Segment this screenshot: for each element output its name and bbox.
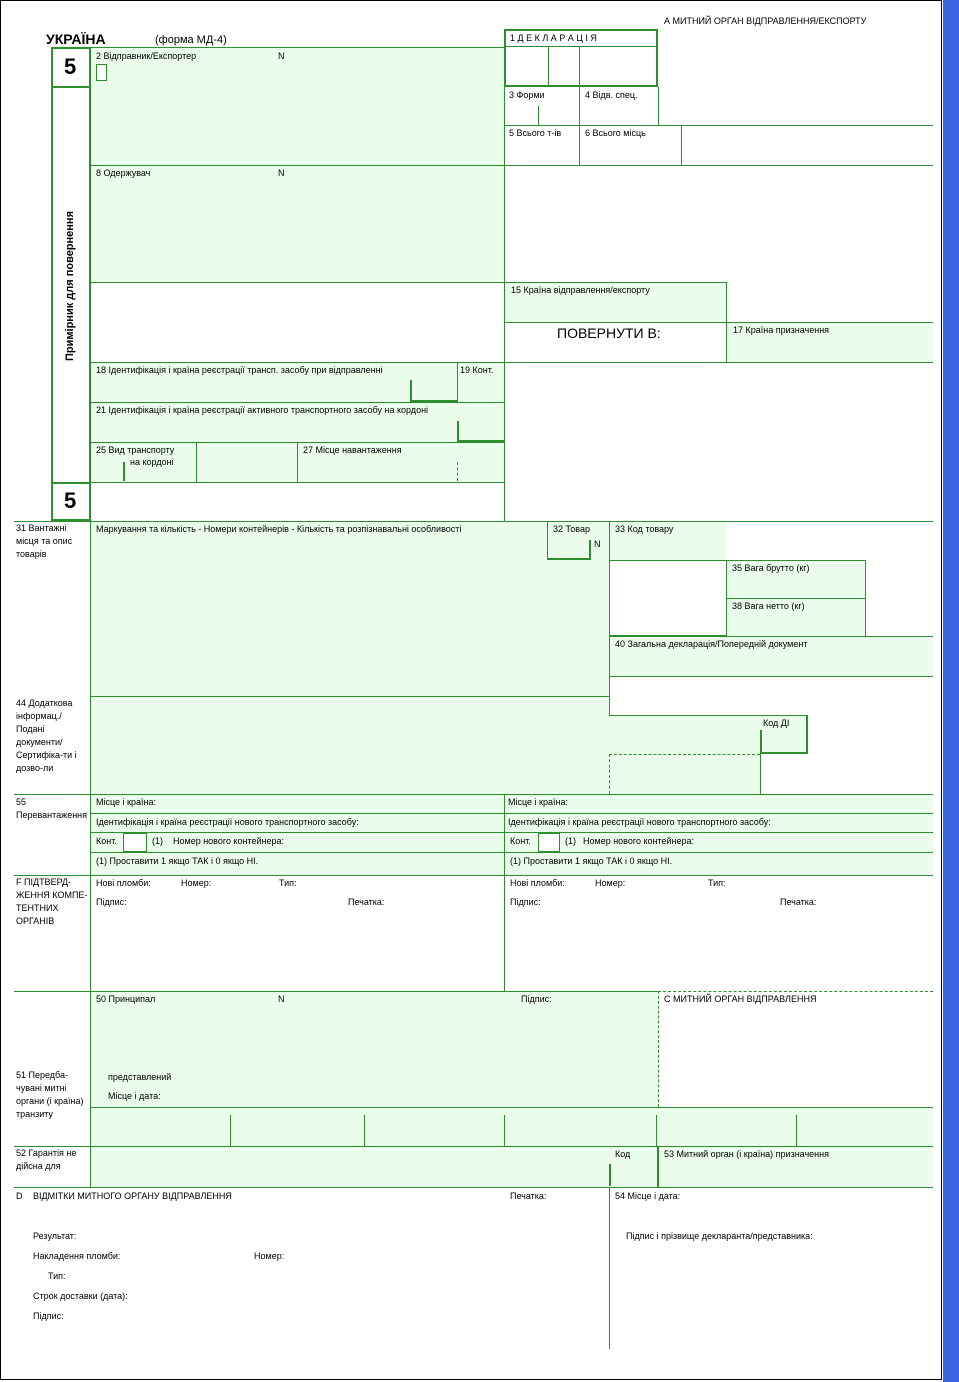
line bbox=[91, 832, 933, 833]
line bbox=[91, 282, 727, 283]
box-2-label: 2 Відправник/Експортер bbox=[96, 51, 197, 61]
place-date-label: Місце і дата: bbox=[108, 1091, 161, 1101]
box-50-sign: Підпис: bbox=[521, 994, 552, 1004]
box-40-label: 40 Загальна декларація/Попередній документ bbox=[615, 639, 808, 649]
line bbox=[91, 402, 504, 403]
box-15-label: 15 Країна відправлення/експорту bbox=[511, 285, 650, 295]
line bbox=[609, 676, 933, 677]
line bbox=[658, 991, 659, 1107]
box-55-side-label: 55 Перевантаження bbox=[16, 797, 88, 820]
sign-left: Підпис: bbox=[96, 897, 127, 907]
box-52-area[interactable] bbox=[91, 1147, 658, 1187]
d-type-label: Тип: bbox=[48, 1271, 66, 1281]
line bbox=[91, 362, 933, 363]
box-50-n: N bbox=[278, 994, 285, 1004]
line bbox=[609, 715, 808, 716]
line bbox=[364, 1115, 365, 1146]
kont-right-input[interactable] bbox=[538, 833, 560, 852]
box-2-checkbox[interactable] bbox=[96, 64, 107, 81]
box-8-n: N bbox=[278, 168, 285, 178]
box-c-label: С МИТНИЙ ОРГАН ВІДПРАВЛЕННЯ bbox=[664, 994, 817, 1004]
line bbox=[196, 442, 197, 482]
line bbox=[538, 106, 539, 125]
box-d-title: ВІДМІТКИ МИТНОГО ОРГАНУ ВІДПРАВЛЕННЯ bbox=[33, 1191, 232, 1201]
line bbox=[760, 754, 761, 794]
kod-label: Код bbox=[615, 1149, 631, 1159]
box-44-low-area[interactable] bbox=[609, 754, 760, 794]
line bbox=[865, 560, 866, 636]
ident-new-right: Ідентифікація і країна реєстрації нового транспортного засобу: bbox=[508, 817, 771, 827]
note-right: (1) Проставити 1 якщо ТАК і 0 якщо НІ. bbox=[510, 856, 673, 866]
box-51-area[interactable] bbox=[91, 1108, 933, 1146]
box-27-label: 27 Місце навантаження bbox=[303, 445, 402, 455]
box-d-stamp: Печатка: bbox=[510, 1191, 547, 1201]
box-18-label: 18 Ідентифікація і країна реєстрації трансп. засобу при відправленні bbox=[96, 365, 383, 375]
number-right: Номер: bbox=[595, 878, 626, 888]
type-right: Тип: bbox=[708, 878, 726, 888]
new-seals-right: Нові пломби: bbox=[510, 878, 565, 888]
line bbox=[457, 362, 458, 402]
line bbox=[457, 421, 459, 441]
line bbox=[504, 87, 505, 522]
line bbox=[90, 521, 91, 1187]
copy-number: 5 bbox=[64, 54, 77, 79]
kont-left: Конт. bbox=[96, 836, 117, 846]
right-band-line bbox=[89, 88, 91, 482]
box-44-area[interactable] bbox=[91, 696, 609, 794]
line bbox=[14, 875, 933, 876]
represented-label: представлений bbox=[108, 1072, 172, 1082]
right-scroll-bar[interactable] bbox=[943, 0, 959, 1382]
box-53-label: 53 Митний орган (і країна) призначення bbox=[664, 1149, 829, 1159]
kod-di-label: Код ДІ bbox=[763, 718, 790, 728]
box-54-label: 54 Місце і дата: bbox=[615, 1191, 681, 1201]
box-21-label: 21 Ідентифікація і країна реєстрації активного транспортного засобу на кордоні bbox=[96, 405, 429, 415]
line bbox=[91, 852, 933, 853]
new-container-left: Номер нового контейнера: bbox=[173, 836, 285, 846]
d-sign-label: Підпис: bbox=[33, 1311, 64, 1321]
number-left: Номер: bbox=[181, 878, 212, 888]
box-38-label: 38 Вага нетто (кг) bbox=[732, 601, 805, 611]
box-31-label: Маркування та кількість - Номери контейнерів - Кількість та розпізнавальні особливості bbox=[96, 524, 462, 534]
line bbox=[14, 521, 933, 522]
box-a-label: А МИТНИЙ ОРГАН ВІДПРАВЛЕННЯ/ЕКСПОРТУ bbox=[664, 16, 867, 26]
sign-right: Підпис: bbox=[510, 897, 541, 907]
line bbox=[410, 380, 412, 401]
copy-number-bottom: 5 bbox=[64, 488, 77, 513]
line bbox=[658, 991, 933, 992]
place-country-left: Місце і країна: bbox=[96, 797, 156, 807]
line bbox=[796, 1115, 797, 1146]
line bbox=[91, 696, 609, 697]
box-35-label: 35 Вага брутто (кг) bbox=[732, 563, 810, 573]
vertical-label: Примірник для повернення bbox=[64, 211, 76, 361]
new-container-right: Номер нового контейнера: bbox=[583, 836, 695, 846]
box-51-side-label: 51 Передба-чувані митні органи (і країна) транзиту bbox=[16, 1070, 84, 1119]
form-name: (форма МД-4) bbox=[155, 34, 227, 46]
delivery-term-label: Строк доставки (дата): bbox=[33, 1291, 128, 1301]
line bbox=[91, 813, 933, 814]
declarant-sign-label: Підпис і прізвище декларанта/представника: bbox=[626, 1231, 813, 1241]
box-8-area[interactable] bbox=[91, 166, 504, 282]
line bbox=[505, 322, 933, 323]
line bbox=[91, 47, 504, 48]
line bbox=[609, 1164, 611, 1186]
line bbox=[609, 754, 760, 755]
line bbox=[91, 1107, 933, 1108]
box-2-area[interactable] bbox=[91, 48, 504, 165]
line bbox=[297, 442, 298, 482]
line bbox=[657, 1146, 659, 1187]
box-31-area[interactable] bbox=[91, 522, 609, 696]
line bbox=[548, 46, 549, 86]
box-44-side-label: 44 Додаткова інформац./ Подані документи/ Сертифіка-ти і дозво-ли bbox=[16, 698, 77, 773]
ident-new-left: Ідентифікація і країна реєстрації нового транспортного засобу: bbox=[96, 817, 359, 827]
line bbox=[609, 1187, 610, 1349]
line bbox=[505, 125, 933, 126]
line bbox=[14, 1187, 933, 1188]
line bbox=[727, 598, 865, 599]
line bbox=[579, 46, 580, 86]
line bbox=[806, 715, 808, 754]
line bbox=[547, 558, 591, 560]
return-to: ПОВЕРНУТИ В: bbox=[557, 325, 661, 341]
line bbox=[609, 636, 933, 637]
line bbox=[123, 462, 125, 481]
line bbox=[230, 1115, 231, 1146]
box-1-label: 1 Д Е К Л А Р А Ц І Я bbox=[510, 33, 597, 43]
line bbox=[457, 462, 458, 481]
box-33-label: 33 Код товару bbox=[615, 524, 674, 534]
box-5-label: 5 Всього т-ів bbox=[509, 128, 562, 138]
box-52-side-label: 52 Гарантія не дійсна для bbox=[16, 1148, 77, 1171]
box-19-label: 19 Конт. bbox=[460, 365, 494, 375]
line bbox=[579, 87, 580, 165]
line bbox=[14, 991, 658, 992]
line bbox=[504, 1115, 505, 1146]
box-3-label: 3 Форми bbox=[509, 90, 545, 100]
seals-applied-label: Накладення пломби: bbox=[33, 1251, 121, 1261]
box-50-area[interactable] bbox=[91, 992, 658, 1107]
line bbox=[505, 46, 657, 47]
line bbox=[14, 1146, 933, 1147]
line bbox=[656, 1115, 657, 1146]
one-left: (1) bbox=[152, 836, 163, 846]
line bbox=[91, 482, 504, 483]
line bbox=[91, 165, 933, 166]
box-32-label: 32 Товар bbox=[553, 524, 591, 534]
box-6-label: 6 Всього місць bbox=[585, 128, 646, 138]
d-number-label: Номер: bbox=[254, 1251, 285, 1261]
line bbox=[589, 540, 591, 559]
line bbox=[14, 794, 933, 795]
line bbox=[760, 730, 762, 754]
kont-right: Конт. bbox=[510, 836, 531, 846]
note-left: (1) Проставити 1 якщо ТАК і 0 якщо НІ. bbox=[96, 856, 259, 866]
kont-left-input[interactable] bbox=[123, 833, 147, 852]
stamp-left: Печатка: bbox=[348, 897, 385, 907]
line bbox=[609, 754, 610, 794]
one-right: (1) bbox=[565, 836, 576, 846]
box-50-label: 50 Принципал bbox=[96, 994, 156, 1004]
country-title: УКРАЇНА bbox=[46, 31, 106, 47]
box-8-label: 8 Одержувач bbox=[96, 168, 151, 178]
box-33-sub bbox=[609, 560, 727, 636]
result-label: Результат: bbox=[33, 1231, 77, 1241]
line bbox=[681, 125, 682, 165]
box-17-label: 17 Країна призначення bbox=[733, 325, 830, 335]
line bbox=[658, 87, 659, 125]
line bbox=[760, 752, 808, 754]
new-seals-left: Нові пломби: bbox=[96, 878, 151, 888]
type-left: Тип: bbox=[279, 878, 297, 888]
box-4-label: 4 Відв. спец. bbox=[585, 90, 638, 100]
line bbox=[504, 794, 505, 991]
box-31-side-label: 31 Вантажні місця та опис товарів bbox=[16, 523, 73, 559]
box-25-label: 25 Вид транспорту bbox=[96, 445, 175, 455]
box-f-side-label: F ПІДТВЕРД-ЖЕННЯ КОМПЕ-ТЕНТНИХ ОРГАНІВ bbox=[16, 877, 88, 926]
stamp-right: Печатка: bbox=[780, 897, 817, 907]
box-32-n: N bbox=[594, 539, 601, 549]
line bbox=[547, 521, 548, 559]
box-d-letter: D bbox=[16, 1191, 23, 1201]
box-2-n: N bbox=[278, 51, 285, 61]
left-band-line bbox=[51, 88, 53, 482]
box-25-label-2: на кордоні bbox=[130, 457, 174, 467]
place-country-right: Місце і країна: bbox=[508, 797, 568, 807]
